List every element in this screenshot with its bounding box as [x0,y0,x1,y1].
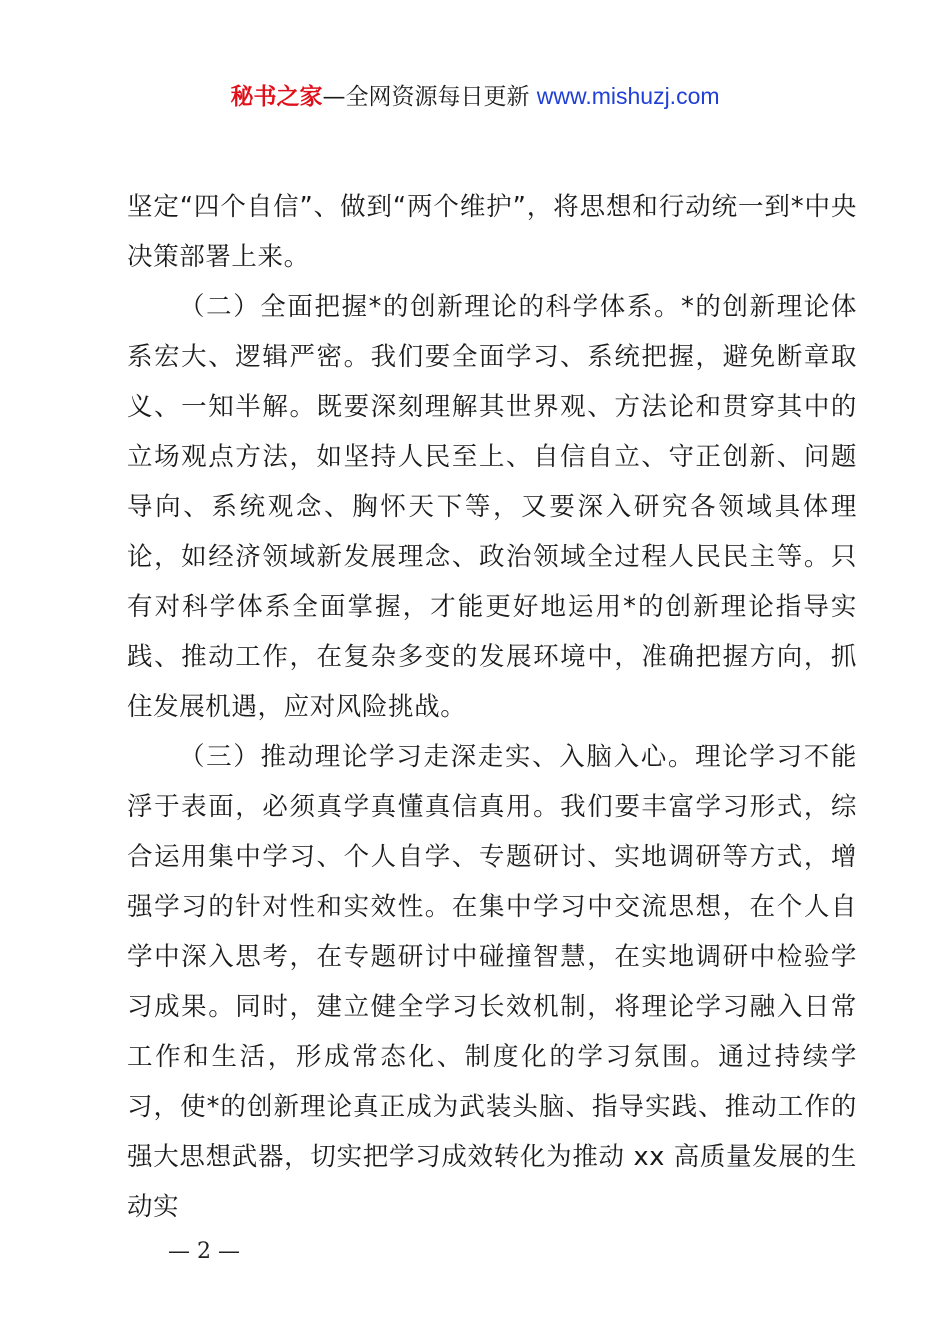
header-tagline: —全网资源每日更新 [322,84,530,110]
paragraph-section-two: （二）全面把握*的创新理论的科学体系。*的创新理论体系宏大、逻辑严密。我们要全面学习、系统把握，避免断章取义、一知半解。既要深刻理解其世界观、方法论和贯穿其中的立场观点方法，如坚持人民至上、自信自立、守正创新、问题导向、系统观念、胸怀天下等，又要深入研究各领域具体理论，如经济领域新发展理念、政治领域全过程人民民主等。只有对科学体系全面掌握，才能更好地运用*的创新理论指导实践、推动工作，在复杂多变的发展环境中，准确把握方向，抓住发展机遇，应对风险挑战。 [127,292,857,722]
paragraph-continuation: 坚定“四个自信”、做到“两个维护”，将思想和行动统一到*中央决策部署上来。 [127,192,857,272]
brand-name: 秘书之家 [230,84,323,110]
page-number: — 2 — [168,1239,240,1264]
document-body [127,182,857,1232]
site-header [0,80,950,113]
site-url[interactable]: www.mishuzj.com [536,83,720,109]
paragraph-section-three: （三）推动理论学习走深走实、入脑入心。理论学习不能浮于表面，必须真学真懂真信真用。我们要丰富学习形式，综合运用集中学习、个人自学、专题研讨、实地调研等方式，增强学习的针对性和实效性。在集中学习中交流思想，在个人自学中深入思考，在专题研讨中碰撞智慧，在实地调研中检验学习成果。同时，建立健全学习长效机制，将理论学习融入日常工作和生活，形成常态化、制度化的学习氛围。通过持续学习，使*的创新理论真正成为武装头脑、指导实践、推动工作的强大思想武器，切实把学习成效转化为推动 xx 高质量发展的生动实 [127,742,857,1222]
